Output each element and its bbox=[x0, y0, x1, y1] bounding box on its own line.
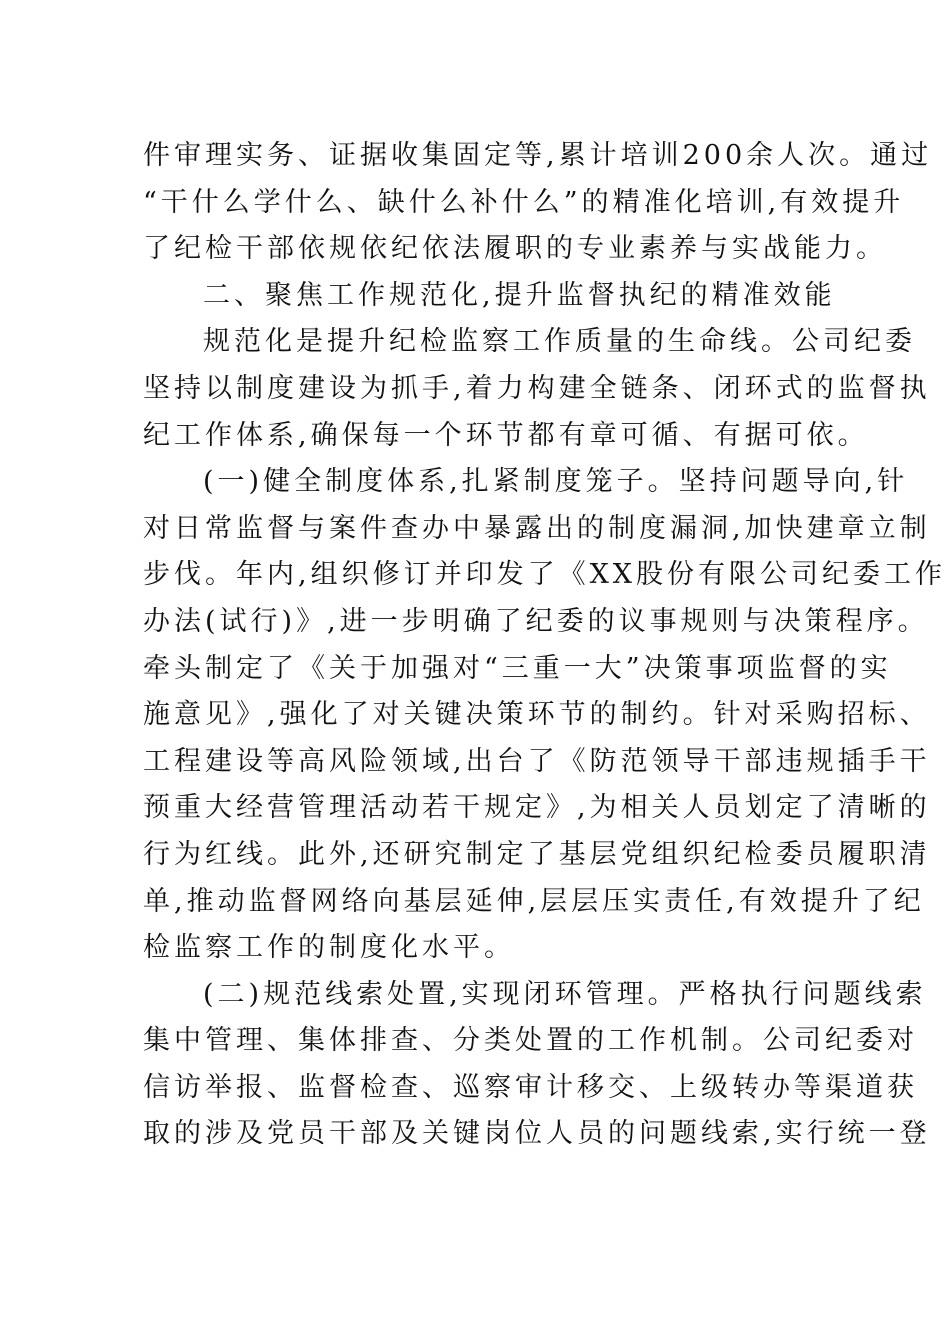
subsection-line: (一)健全制度体系,扎紧制度笼子。坚持问题导向,针 bbox=[203, 466, 909, 498]
text-line: 坚持以制度建设为抓手,着力构建全链条、闭环式的监督执 bbox=[143, 372, 931, 404]
document-body bbox=[143, 133, 947, 1158]
section-heading: 二、聚焦工作规范化,提升监督执纪的精准效能 bbox=[203, 279, 836, 311]
text-line: 牵头制定了《关于加强对“三重一大”决策事项监督的实 bbox=[143, 652, 892, 684]
text-line: 信访举报、监督检查、巡察审计移交、上级转办等渠道获 bbox=[143, 1071, 918, 1103]
text-line: 步伐。年内,组织修订并印发了《XX股份有限公司纪委工作 bbox=[143, 559, 947, 591]
subsection-line: (二)规范线索处置,实现闭环管理。严格执行问题线索 bbox=[203, 978, 927, 1010]
text-line: 件审理实务、证据收集固定等,累计培训200余人次。通过 bbox=[143, 140, 933, 171]
text-line: 检监察工作的制度化水平。 bbox=[143, 932, 515, 964]
text-line: 单,推动监督网络向基层延伸,层层压实责任,有效提升了纪 bbox=[143, 885, 925, 917]
text-line: 工程建设等高风险领域,出台了《防范领导干部违规插手干 bbox=[143, 745, 931, 777]
text-line: 集中管理、集体排查、分类处置的工作机制。公司纪委对 bbox=[143, 1025, 918, 1057]
text-line: 行为红线。此外,还研究制定了基层党组织纪检委员履职清 bbox=[143, 838, 931, 870]
text-line: 预重大经营管理活动若干规定》,为相关人员划定了清晰的 bbox=[143, 792, 931, 824]
text-line: 办法(试行)》,进一步明确了纪委的议事规则与决策程序。 bbox=[143, 605, 929, 637]
text-line: “干什么学什么、缺什么补什么”的精准化培训,有效提升 bbox=[143, 186, 905, 218]
text-line: 取的涉及党员干部及关键岗位人员的问题线索,实行统一登 bbox=[143, 1118, 931, 1150]
text-line: 施意见》,强化了对关键决策环节的制约。针对采购招标、 bbox=[143, 699, 931, 731]
text-line: 规范化是提升纪检监察工作质量的生命线。公司纪委 bbox=[203, 326, 916, 358]
text-line: 对日常监督与案件查办中暴露出的制度漏洞,加快建章立制 bbox=[143, 512, 931, 544]
text-line: 纪工作体系,确保每一个环节都有章可循、有据可依。 bbox=[143, 419, 869, 451]
text-line: 了纪检干部依规依纪依法履职的专业素养与实战能力。 bbox=[143, 233, 887, 265]
